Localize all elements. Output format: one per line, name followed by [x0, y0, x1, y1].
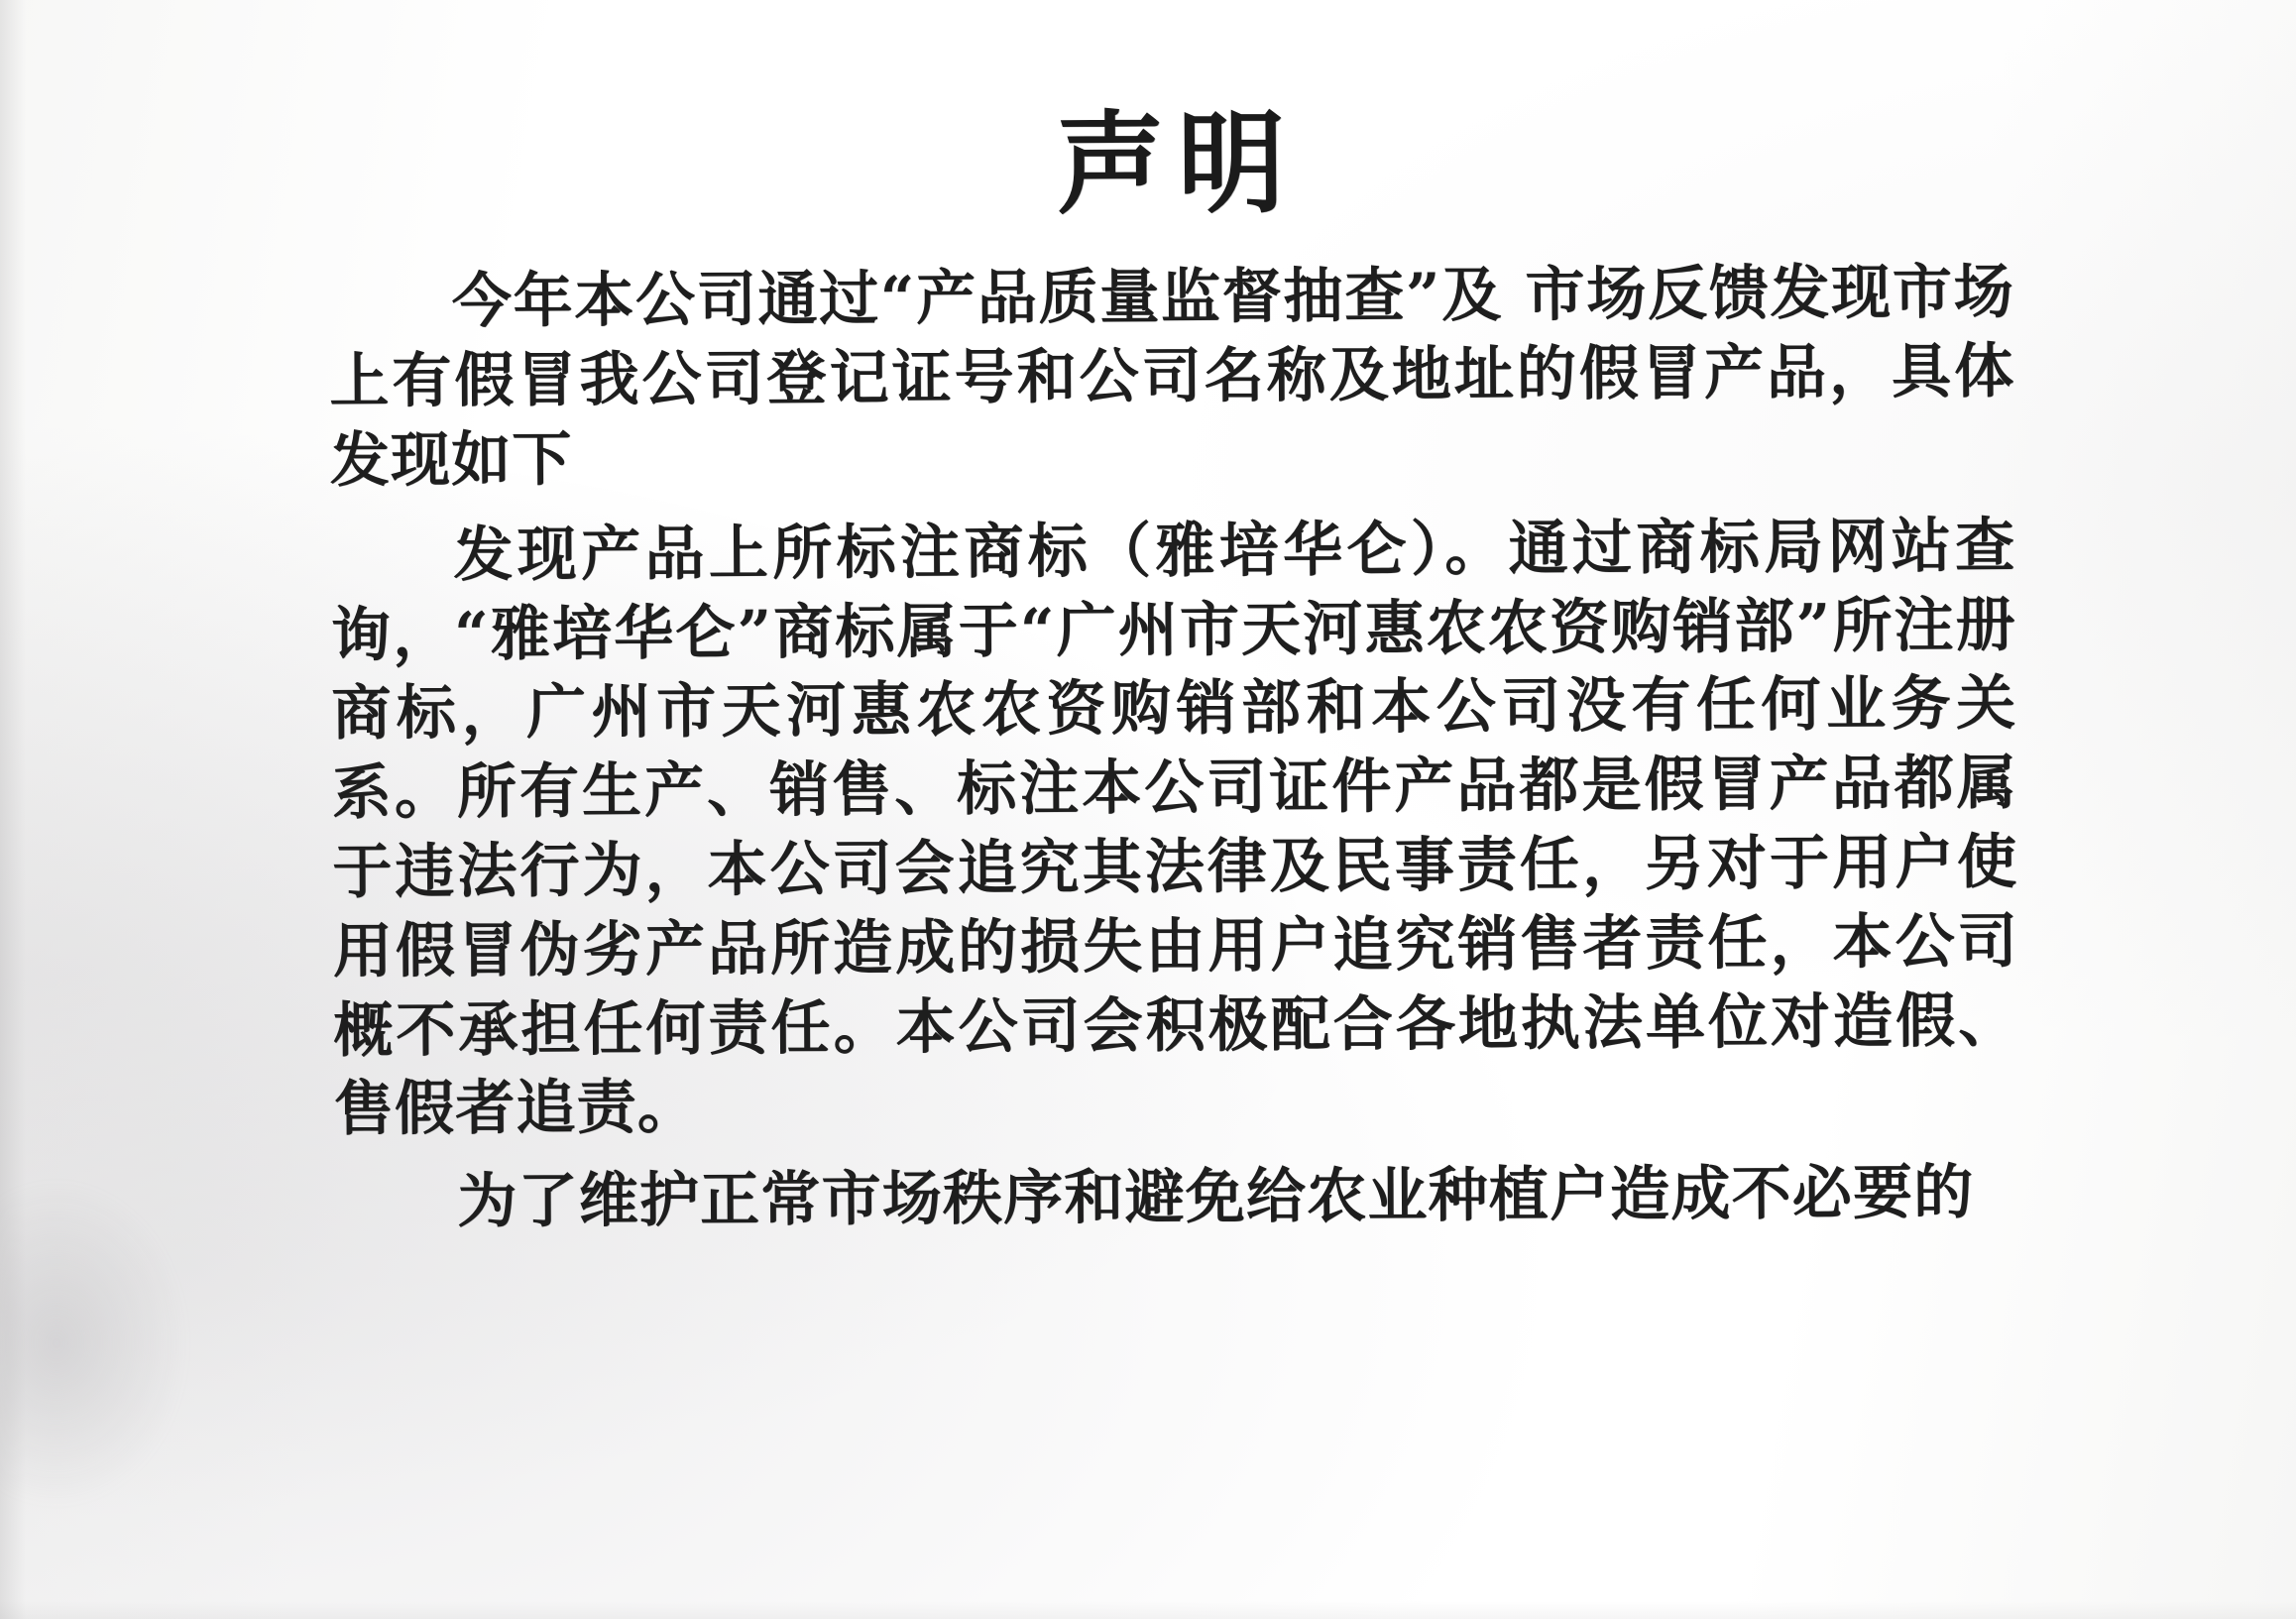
paragraph-2: 发现产品上所标注商标（雅培华仑）。通过商标局网站查询，“雅培华仑”商标属于“广州市天河惠农农资购销部”所注册商标，广州市天河惠农农资购销部和本公司没有任何业务关系。所有生产、销售、标注本公司证件产品都是假冒产品都属于违法行为，本公司会追究其法律及民事责任，另对于用户使用假冒伪劣产品所造成的损失由用户追究销售者责任，本公司概不承担任何责任。本公司会积极配合各地执法单位对造假、售假者追责。	[330, 511, 2019, 1145]
document-body	[328, 98, 2020, 1247]
scan-smudge-artifact	[0, 1180, 188, 1507]
paragraph-3: 为了维护正常市场秩序和避免给农业种植户造成不必要的	[457, 1158, 1975, 1237]
page-title: 声明	[1056, 98, 1300, 231]
scan-edge-shadow-bottom	[0, 1601, 2296, 1619]
paragraph-1: 今年本公司通过“产品质量监督抽查”及 市场反馈发现市场上有假冒我公司登记证号和公司名称及地址的假冒产品，具体发现如下	[329, 258, 2015, 497]
scan-edge-shadow-left	[0, 0, 26, 1619]
